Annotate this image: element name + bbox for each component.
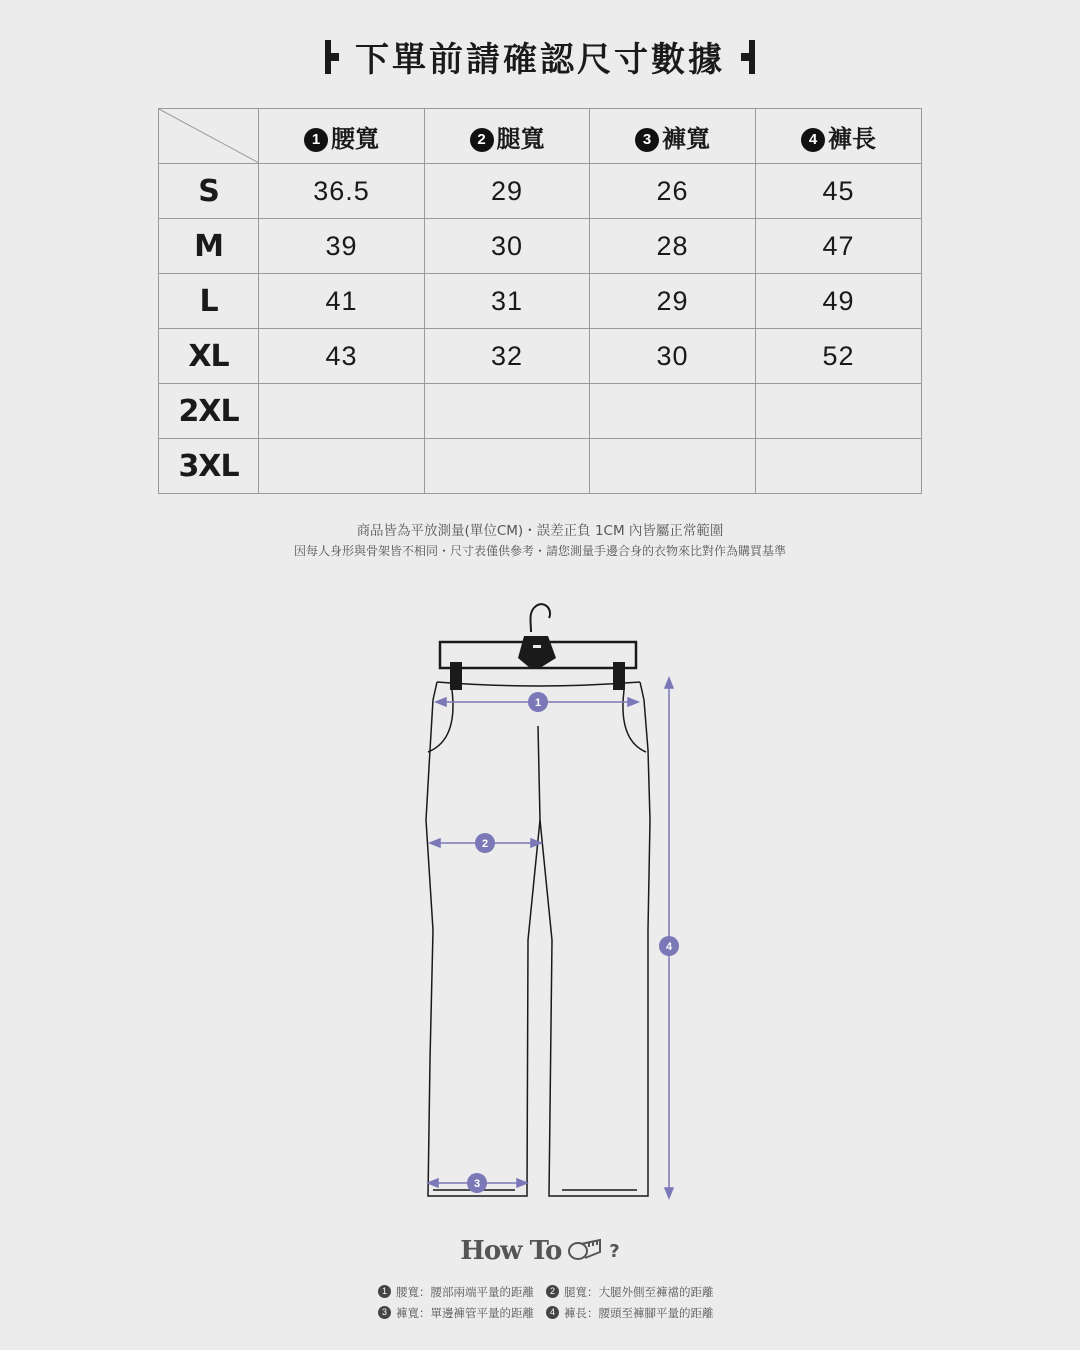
diagonal-line-icon bbox=[159, 109, 259, 163]
howto-heading bbox=[0, 1236, 1080, 1266]
size-label: XL bbox=[159, 329, 259, 384]
marker-4-label: 4 bbox=[665, 941, 673, 953]
badge-3-icon: 3 bbox=[635, 128, 659, 152]
table-cell bbox=[590, 439, 756, 494]
table-row bbox=[159, 164, 922, 219]
header-label: 褲寬 bbox=[662, 124, 710, 153]
table-cell bbox=[590, 384, 756, 439]
badge-2-icon: 2 bbox=[470, 128, 494, 152]
size-label: M bbox=[159, 219, 259, 274]
table-cell: 31 bbox=[425, 274, 590, 329]
size-label: L bbox=[159, 274, 259, 329]
legend-item bbox=[546, 1305, 714, 1321]
table-cell bbox=[259, 439, 425, 494]
tape-measure-icon bbox=[567, 1238, 603, 1264]
table-cell: 28 bbox=[590, 219, 756, 274]
table-cell bbox=[756, 439, 922, 494]
table-cell: 29 bbox=[590, 274, 756, 329]
pants-diagram bbox=[0, 580, 1080, 1220]
legend-text: 褲寬：單邊褲管平量的距離 bbox=[396, 1305, 534, 1320]
legend bbox=[378, 1281, 718, 1323]
legend-badge-2-icon: 2 bbox=[546, 1285, 559, 1298]
table-row bbox=[159, 329, 922, 384]
table-cell bbox=[425, 384, 590, 439]
table-cell: 45 bbox=[756, 164, 922, 219]
table-cell: 52 bbox=[756, 329, 922, 384]
table-cell: 30 bbox=[590, 329, 756, 384]
table-cell bbox=[425, 439, 590, 494]
legend-text: 褲長：腰頭至褲腳平量的距離 bbox=[564, 1305, 714, 1320]
legend-item bbox=[378, 1284, 534, 1300]
table-row bbox=[159, 384, 922, 439]
marker-2-label: 2 bbox=[481, 838, 489, 850]
header-waist bbox=[259, 109, 425, 164]
howto-text: How To bbox=[460, 1236, 562, 1266]
header-thigh bbox=[425, 109, 590, 164]
size-label: 2XL bbox=[159, 384, 259, 439]
legend-badge-1-icon: 1 bbox=[378, 1285, 391, 1298]
legend-item bbox=[546, 1284, 714, 1300]
measurement-note: 商品皆為平放測量(單位CM)・誤差正負 1CM 內皆屬正常範圍 bbox=[356, 523, 724, 539]
header-hem bbox=[590, 109, 756, 164]
page-title: 下單前請確認尺寸數據 bbox=[355, 40, 725, 80]
corner-cell bbox=[159, 109, 259, 164]
table-cell: 39 bbox=[259, 219, 425, 274]
table-cell: 32 bbox=[425, 329, 590, 384]
hanger-hook-icon bbox=[530, 604, 550, 632]
howto-suffix: ? bbox=[609, 1240, 620, 1262]
size-table bbox=[158, 108, 922, 494]
legend-badge-3-icon: 3 bbox=[378, 1306, 391, 1319]
badge-4-icon: 4 bbox=[801, 128, 825, 152]
size-label: 3XL bbox=[159, 439, 259, 494]
legend-text: 腰寬：腰部兩端平量的距離 bbox=[396, 1284, 534, 1299]
table-cell: 41 bbox=[259, 274, 425, 329]
table-cell: 47 bbox=[756, 219, 922, 274]
table-cell: 30 bbox=[425, 219, 590, 274]
size-label: S bbox=[159, 164, 259, 219]
header-label: 腰寬 bbox=[331, 124, 379, 153]
reference-note: 因每人身形與骨架皆不相同・尺寸表僅供參考・請您測量手邊合身的衣物來比對作為購買基準 bbox=[293, 544, 786, 558]
table-cell bbox=[259, 384, 425, 439]
table-cell: 36.5 bbox=[259, 164, 425, 219]
table-header-row bbox=[159, 109, 922, 164]
legend-text: 腿寬：大腿外側至褲襠的距離 bbox=[564, 1284, 714, 1299]
legend-badge-4-icon: 4 bbox=[546, 1306, 559, 1319]
hanger-clip-left-icon bbox=[450, 662, 462, 690]
pants-outline-icon bbox=[426, 682, 650, 1196]
table-cell: 29 bbox=[425, 164, 590, 219]
legend-row bbox=[378, 1302, 718, 1323]
table-cell bbox=[756, 384, 922, 439]
marker-1-label: 1 bbox=[534, 697, 542, 709]
table-cell: 43 bbox=[259, 329, 425, 384]
header-length bbox=[756, 109, 922, 164]
table-row bbox=[159, 274, 922, 329]
page-title-block bbox=[0, 32, 1080, 81]
legend-row bbox=[378, 1281, 718, 1302]
table-row bbox=[159, 219, 922, 274]
header-label: 褲長 bbox=[828, 124, 876, 153]
badge-1-icon: 1 bbox=[304, 128, 328, 152]
table-cell: 26 bbox=[590, 164, 756, 219]
table-cell: 49 bbox=[756, 274, 922, 329]
legend-item bbox=[378, 1305, 534, 1321]
hanger-clip-right-icon bbox=[613, 662, 625, 690]
marker-3-label: 3 bbox=[473, 1178, 481, 1190]
table-row bbox=[159, 439, 922, 494]
header-label: 腿寬 bbox=[496, 124, 545, 153]
bracket-right-icon bbox=[739, 40, 757, 74]
bracket-left-icon bbox=[323, 40, 341, 74]
